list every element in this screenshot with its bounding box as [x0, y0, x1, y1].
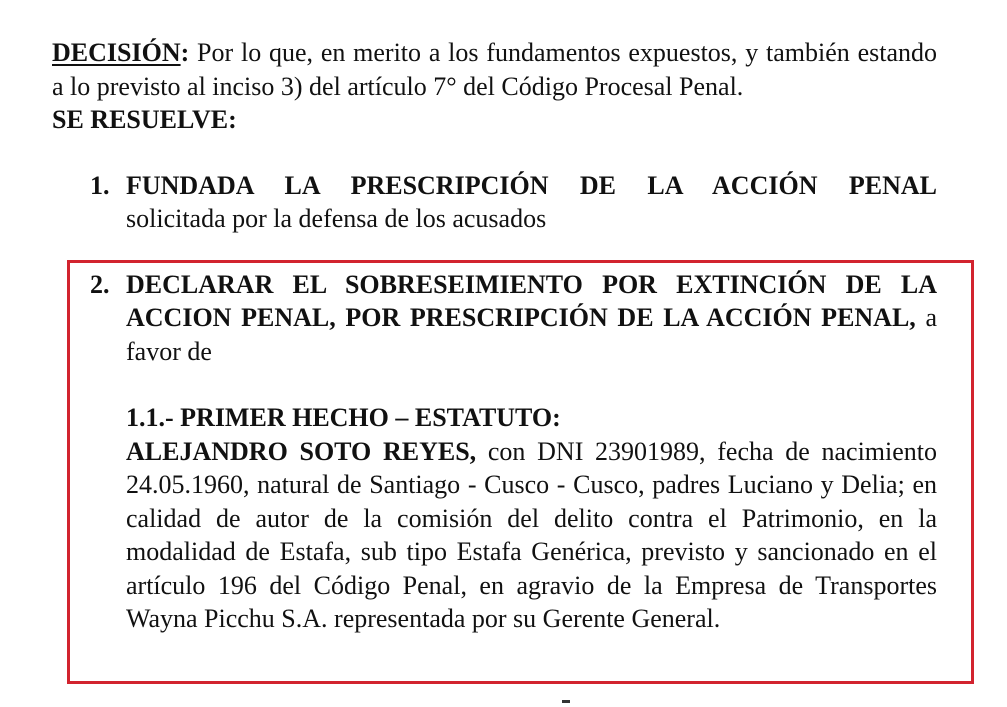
decision-label: DECISIÓN: [52, 38, 181, 67]
se-resuelve-heading: SE RESUELVE:: [52, 105, 237, 134]
item-text: a favor de: [126, 303, 937, 366]
item-bold-text: DECLARAR EL SOBRESEIMIENTO POR EXTINCIÓN DE LA ACCION PENAL, POR PRESCRIPCIÓN DE LA ACCIÓN PENAL,: [126, 269, 937, 332]
item-bold-text: FUNDADA LA PRESCRIPCIÓN DE LA ACCIÓN PENAL: [126, 170, 937, 200]
decision-colon: :: [180, 38, 190, 67]
item-number: 1.: [90, 170, 110, 200]
page-mark: [562, 700, 570, 703]
item-number: 2.: [90, 269, 110, 299]
highlight-box: [67, 260, 974, 684]
section-spacer: [52, 137, 937, 169]
resolution-item-1: [52, 169, 937, 236]
subsection-heading: 1.1.- PRIMER HECHO – ESTATUTO:: [126, 403, 561, 432]
item-text: solicitada por la defensa de los acusados: [126, 204, 547, 233]
accused-name: ALEJANDRO SOTO REYES,: [126, 436, 477, 466]
decision-paragraph: [52, 36, 937, 103]
accused-details: con DNI 23901989, fecha de nacimiento 24.05.1960, natural de Santiago - Cusco - Cusco, padres Luciano y Delia; en calidad de autor de la comisión del delito contra el Patrimonio, en la modalidad de Estafa, sub tipo Estafa Genérica, previsto y sancionado en el artículo 196 del Código Penal, en agravio de la Empresa de Transportes Wayna Picchu S.A. representada por su Gerente General.: [126, 436, 938, 633]
decision-text: Por lo que, en merito a los fundamentos expuestos, y también estando a lo previsto al inciso 3) del artículo 7° del Código Procesal Penal.: [52, 38, 937, 101]
